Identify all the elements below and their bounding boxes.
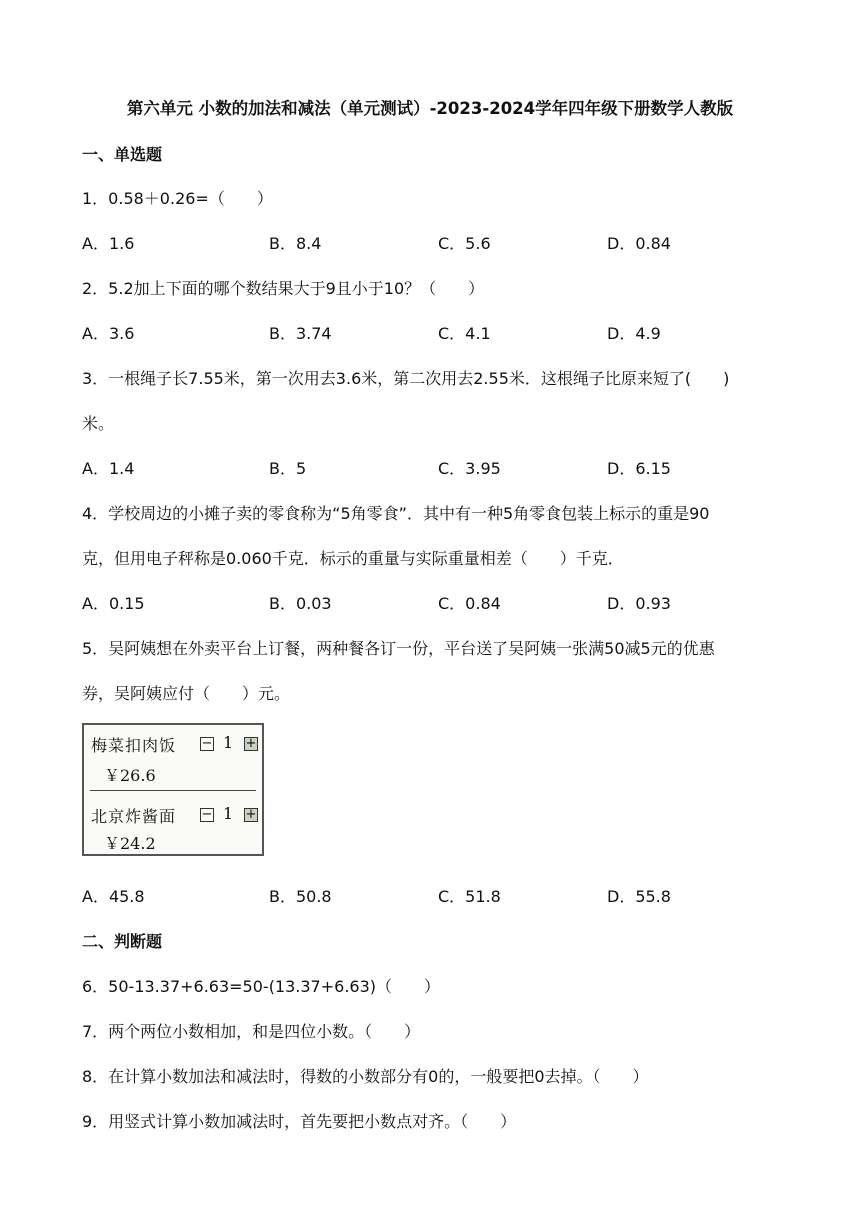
q3-option-a: A．1.4 bbox=[82, 459, 135, 478]
q2-option-c: C．4.1 bbox=[438, 324, 491, 343]
question-4-line-2: 克，但用电子秤称是0.060千克．标示的重量与实际重量相差（ ）千克． bbox=[82, 549, 624, 568]
question-6: 6．50-13.37+6.63=50-(13.37+6.63)（ ） bbox=[82, 977, 441, 996]
question-1: 1．0.58＋0.26=（ ） bbox=[82, 189, 273, 208]
q1-option-b: B．8.4 bbox=[269, 234, 322, 253]
q1-option-a: A．1.6 bbox=[82, 234, 135, 253]
menu-item-2-qty: 1 bbox=[223, 804, 234, 823]
q4-option-b: B．0.03 bbox=[269, 594, 332, 613]
q1-option-c: C．5.6 bbox=[438, 234, 491, 253]
question-2: 2．5.2加上下面的哪个数结果大于9且小于10？（ ） bbox=[82, 279, 485, 298]
section-heading-true-false: 二、判断题 bbox=[82, 932, 163, 951]
plus-icon: + bbox=[245, 736, 257, 751]
question-4-line-1: 4．学校周边的小摊子卖的零食称为“5角零食”．其中有一种5角零食包装上标示的重是90 bbox=[82, 504, 710, 523]
q1-option-d: D．0.84 bbox=[607, 234, 671, 253]
minus-icon: − bbox=[201, 807, 213, 822]
q3-option-b: B．5 bbox=[269, 459, 307, 478]
q4-option-d: D．0.93 bbox=[607, 594, 671, 613]
q3-option-d: D．6.15 bbox=[607, 459, 671, 478]
q5-option-c: C．51.8 bbox=[438, 887, 501, 906]
minus-icon: − bbox=[201, 736, 213, 751]
question-5-line-2: 券，吴阿姨应付（ ）元。 bbox=[82, 684, 291, 703]
question-8: 8．在计算小数加法和减法时，得数的小数部分有0的，一般要把0去掉。（ ） bbox=[82, 1067, 649, 1086]
q4-option-c: C．0.84 bbox=[438, 594, 501, 613]
question-3-line-2: 米。 bbox=[82, 414, 115, 433]
question-9: 9．用竖式计算小数加减法时，首先要把小数点对齐。（ ） bbox=[82, 1112, 517, 1131]
section-heading-single-choice: 一、单选题 bbox=[82, 145, 163, 164]
q5-option-b: B．50.8 bbox=[269, 887, 332, 906]
q5-option-a: A．45.8 bbox=[82, 887, 145, 906]
q2-option-b: B．3.74 bbox=[269, 324, 332, 343]
menu-divider bbox=[90, 790, 256, 791]
question-7: 7．两个两位小数相加，和是四位小数。（ ） bbox=[82, 1022, 421, 1041]
plus-icon: + bbox=[245, 807, 257, 822]
order-menu-card bbox=[82, 723, 264, 856]
q5-option-d: D．55.8 bbox=[607, 887, 671, 906]
menu-item-2-price: ￥24.2 bbox=[104, 834, 156, 853]
q2-option-a: A．3.6 bbox=[82, 324, 135, 343]
q2-option-d: D．4.9 bbox=[607, 324, 661, 343]
page-title: 第六单元 小数的加法和减法（单元测试）-2023-2024学年四年级下册数学人教版 bbox=[126, 99, 734, 118]
question-3-line-1: 3．一根绳子长7.55米，第一次用去3.6米，第二次用去2.55米．这根绳子比原来短了( ) bbox=[82, 369, 730, 388]
menu-item-1-qty: 1 bbox=[223, 733, 234, 752]
menu-item-1-price: ￥26.6 bbox=[104, 766, 156, 785]
menu-item-1-name: 梅菜扣肉饭 bbox=[91, 736, 177, 755]
question-5-line-1: 5．吴阿姨想在外卖平台上订餐，两种餐各订一份，平台送了吴阿姨一张满50减5元的优惠 bbox=[82, 639, 715, 658]
q4-option-a: A．0.15 bbox=[82, 594, 145, 613]
q3-option-c: C．3.95 bbox=[438, 459, 501, 478]
menu-item-2-name: 北京炸酱面 bbox=[91, 807, 177, 826]
